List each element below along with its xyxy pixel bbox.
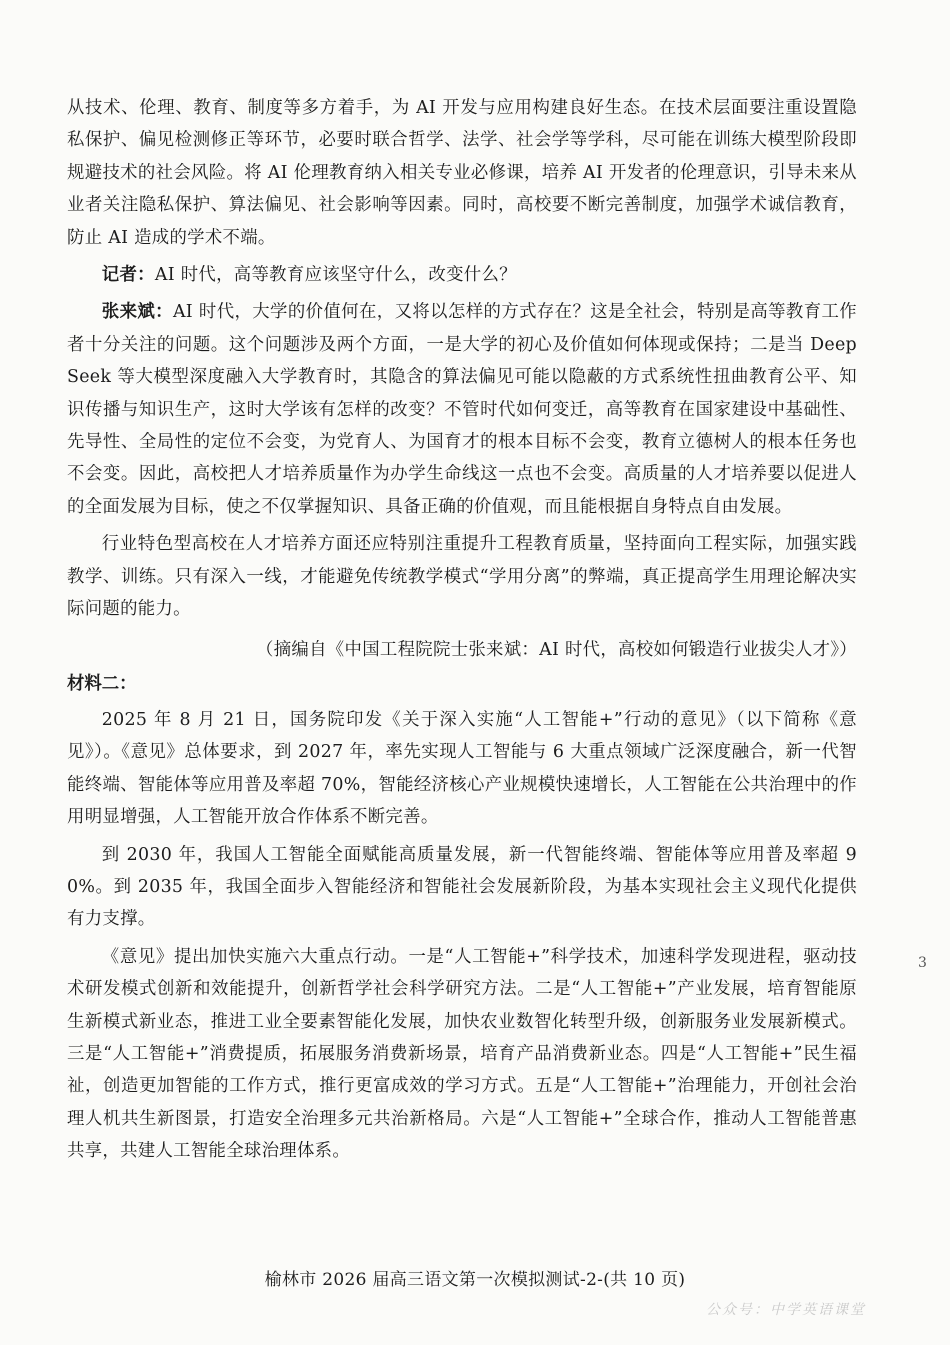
material-two-paragraph-1: 2025 年 8 月 21 日，国务院印发《关于深入实施“人工智能+”行动的意见》（以下简称《意见》）。《意见》总体要求，到 2027 年，率先实现人工智能与 6 大重点领域广泛深度融合，新一代智能终端、智能体等应用普及率超 70%，智能经济核心产业规模快速增长，人工智能在公共治理中的作用明显增强，人工智能开放合作体系不断完善。 [67,709,857,828]
page-edge-mark: 3 [918,955,927,971]
question-paragraph [67,259,857,291]
question-speaker: 记者： [101,265,155,286]
question-text: AI 时代，高等教育应该坚守什么，改变什么？ [154,265,517,286]
material-two-paragraph-3: 《意见》提出加快实施六大重点行动。一是“人工智能+”科学技术，加速科学发现进程，驱动技术研发模式创新和效能提升，创新哲学社会科学研究方法。二是“人工智能+”产业发展，培育智能原生新模式新业态，推进工业全要素智能化发展，加快农业数智化转型升级，创新服务业发展新模式。三是“人工智能+”消费提质，拓展服务消费新场景，培育产品消费新业态。四是“人工智能+”民生福祉，创造更加智能的工作方式，推行更富成效的学习方式。五是“人工智能+”治理能力，开创社会治理人机共生新图景，打造安全治理多元共治新格局。六是“人工智能+”全球合作，推动人工智能普惠共享，共建人工智能全球治理体系。 [67,946,857,1162]
watermark: 公众号：中学英语课堂 [706,1302,866,1318]
material-two-heading: 材料二： [67,673,137,694]
answer-speaker: 张来斌： [101,302,173,323]
source-citation: （摘编自《中国工程院院士张来斌：AI 时代，高校如何锻造行业拔尖人才》） [256,639,857,660]
answer-paragraph-2: 行业特色型高校在人才培养方面还应特别注重提升工程教育质量，坚持面向工程实际，加强实践教学、训练。只有深入一线，才能避免传统教学模式“学用分离”的弊端，真正提高学生用理论解决实际问题的能力。 [67,534,857,620]
intro-paragraph: 从技术、伦理、教育、制度等多方着手，为 AI 开发与应用构建良好生态。在技术层面要注重设置隐私保护、偏见检测修正等环节，必要时联合哲学、法学、社会学等学科，尽可能在训练大模型阶段即规避技术的社会风险。将 AI 伦理教育纳入相关专业必修课，培养 AI 开发者的伦理意识，引导未来从业者关注隐私保护、算法偏见、社会影响等因素。同时，高校要不断完善制度，加强学术诚信教育，防止 AI 造成的学术不端。 [67,98,857,248]
material-two-paragraph-2: 到 2030 年，我国人工智能全面赋能高质量发展，新一代智能终端、智能体等应用普及率超 90%。到 2035 年，我国全面步入智能经济和智能社会发展新阶段，为基本实现社会主义现代化提供有力支撑。 [67,844,857,930]
document-page [67,92,857,1173]
answer-paragraph [67,296,857,523]
page-footer: 榆林市 2026 届高三语文第一次模拟测试-2-(共 10 页) [264,1270,686,1290]
answer-text: AI 时代，大学的价值何在，又将以怎样的方式存在？这是全社会，特别是高等教育工作者十分关注的问题。这个问题涉及两个方面，一是大学的初心及价值如何体现或保持；二是当 DeepSeek 等大模型深度融入大学教育时，其隐含的算法偏见可能以隐蔽的方式系统性扭曲教育公平、知识传播与知识生产，这时大学该有怎样的改变？不管时代如何变迁，高等教育在国家建设中基础性、先导性、全局性的定位不会变，为党育人、为国育才的根本目标不会变，教育立德树人的根本任务也不会变。因此，高校把人才培养质量作为办学生命线这一点也不会变。高质量的人才培养要以促进人的全面发展为目标，使之不仅掌握知识、具备正确的价值观，而且能根据自身特点自由发展。 [67,302,857,517]
